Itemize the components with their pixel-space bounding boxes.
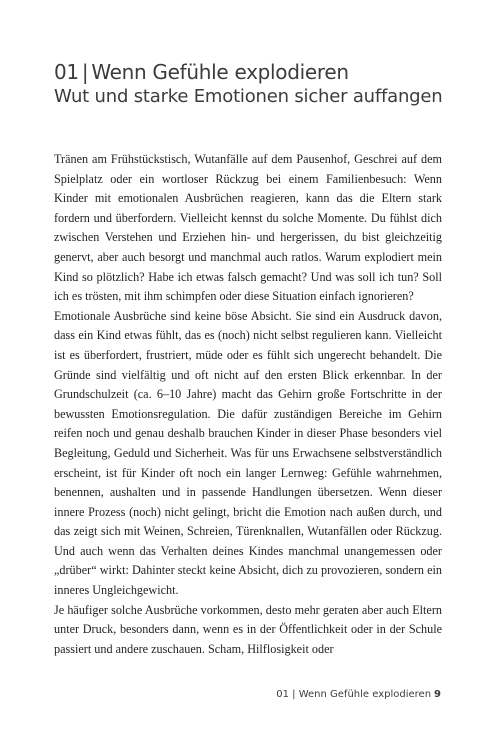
page-footer [276,689,441,700]
chapter-number: 01 [54,60,79,84]
chapter-title-text: Wenn Gefühle explodieren [91,60,349,84]
chapter-title [54,60,454,84]
chapter-subtitle: Wut und starke Emotionen sicher auffangen [54,86,443,107]
chapter-heading [54,60,454,108]
paragraph: Tränen am Frühstückstisch, Wutanfälle auf dem Pausenhof, Geschrei auf dem Spielplatz oder ein wortloser Rückzug bei einem Familienbesuch: Wenn Kinder mit emotionalen Ausbrüchen reagieren, kann das die Eltern stark fordern und überfordern. Vielleicht kennst du solche Momente. Du fühlst dich zwischen Verstehen und Erziehen hin- und hergerissen, du bist gleichzeitig genervt, aber auch besorgt und manchmal auch ratlos. Warum explodiert mein Kind so plötzlich? Habe ich etwas falsch gemacht? Und was soll ich tun? Soll ich es trösten, mit ihm schimpfen oder diese Situation einfach ignorieren? [54,152,442,304]
running-head: 01 | Wenn Gefühle explodieren [276,689,432,700]
paragraph: Emotionale Ausbrüche sind keine böse Absicht. Sie sind ein Ausdruck davon, dass ein Kind etwas fühlt, das es (noch) nicht selbst regulieren kann. Vielleicht ist es überfordert, frustriert, müde oder es fühlt sich ungerecht behandelt. Die Gründe sind vielfältig und oft nicht auf den ersten Blick erkennbar. In der Grundschulzeit (ca. 6–10 Jahre) macht das Gehirn große Fortschritte in der bewussten Emotionsregulation. Die dafür zuständigen Bereiche im Gehirn reifen noch und genau deshalb brauchen Kinder in dieser Phase besonders viel Begleitung, Geduld und Sicherheit. Was für uns Erwachsene selbstverständlich erscheint, ist für Kinder oft noch ein langer Lernweg: Gefühle wahrnehmen, benennen, aushalten und in passende Handlungen übersetzen. Wenn dieser innere Prozess (noch) nicht gelingt, bricht die Emotion nach außen durch, und das zeigt sich mit Weinen, Schreien, Türenknallen, Wutanfällen oder Rückzug. Und auch wenn das Verhalten deines Kindes manchmal unangemessen oder „drüber“ wirkt: Dahinter steckt keine Absicht, dich zu provozieren, sondern ein inneres Ungleichgewicht. [54,308,442,598]
body-text [54,150,442,659]
title-separator: | [81,60,89,84]
page-number: 9 [434,689,441,700]
paragraph: Je häufiger solche Ausbrüche vorkommen, desto mehr geraten aber auch Eltern unter Druck, besonders dann, wenn es in der Öffentlichkeit oder in der Schule passiert und andere zuschauen. Scham, Hilflosigkeit oder [54,602,442,656]
